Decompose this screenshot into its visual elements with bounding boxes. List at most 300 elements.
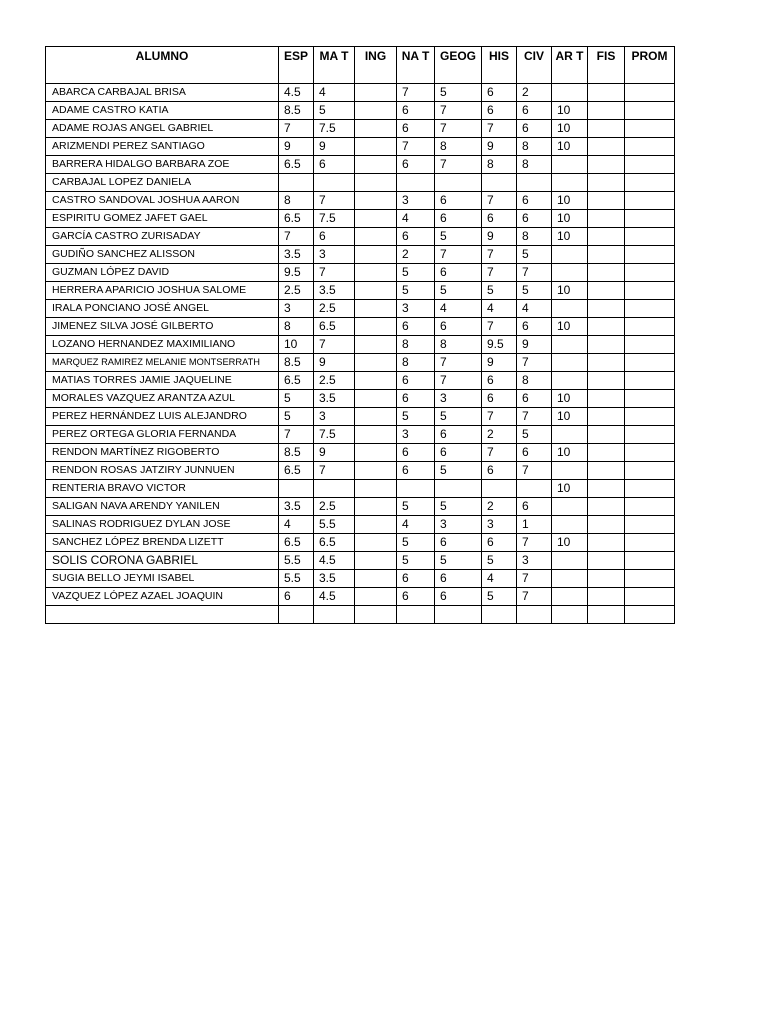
cell-ing (355, 534, 397, 552)
cell-ing (355, 462, 397, 480)
cell-art (552, 462, 588, 480)
cell-art: 10 (552, 192, 588, 210)
header-ing: ING (355, 47, 397, 84)
cell-alumno: ESPIRITU GOMEZ JAFET GAEL (46, 210, 279, 228)
cell-nat (397, 174, 435, 192)
cell-his: 7 (482, 318, 517, 336)
cell-ing (355, 282, 397, 300)
cell-geog: 6 (435, 264, 482, 282)
cell-geog: 7 (435, 102, 482, 120)
cell-geog: 3 (435, 390, 482, 408)
cell-esp: 6.5 (279, 534, 314, 552)
cell-fis (588, 462, 625, 480)
cell-alumno: ARIZMENDI PEREZ SANTIAGO (46, 138, 279, 156)
cell-nat: 6 (397, 228, 435, 246)
header-nat: NA T (397, 47, 435, 84)
cell-geog: 7 (435, 372, 482, 390)
cell-his (482, 480, 517, 498)
cell-esp: 5.5 (279, 570, 314, 588)
cell-prom (625, 102, 675, 120)
cell-prom (625, 354, 675, 372)
cell-mat: 7.5 (314, 426, 355, 444)
cell-civ: 6 (517, 498, 552, 516)
cell-prom (625, 372, 675, 390)
cell-ing (355, 552, 397, 570)
table-row (46, 426, 675, 444)
cell-art (552, 246, 588, 264)
cell-ing (355, 588, 397, 606)
cell-fis (588, 156, 625, 174)
cell-mat: 9 (314, 354, 355, 372)
cell-art (552, 498, 588, 516)
cell-esp: 9 (279, 138, 314, 156)
cell-nat: 3 (397, 192, 435, 210)
cell-civ: 6 (517, 390, 552, 408)
cell-art: 10 (552, 318, 588, 336)
cell-art: 10 (552, 120, 588, 138)
cell-geog: 4 (435, 300, 482, 318)
table-row (46, 336, 675, 354)
cell-nat: 6 (397, 102, 435, 120)
cell-alumno: SALINAS RODRIGUEZ DYLAN JOSE (46, 516, 279, 534)
cell-esp: 3.5 (279, 246, 314, 264)
cell-civ (517, 480, 552, 498)
cell-his: 9 (482, 138, 517, 156)
cell-alumno: PEREZ ORTEGA GLORIA FERNANDA (46, 426, 279, 444)
cell-nat: 5 (397, 552, 435, 570)
cell-prom (625, 498, 675, 516)
cell-nat (397, 606, 435, 624)
cell-alumno: ADAME ROJAS ANGEL GABRIEL (46, 120, 279, 138)
cell-geog: 6 (435, 534, 482, 552)
cell-his: 9.5 (482, 336, 517, 354)
cell-mat: 7 (314, 336, 355, 354)
header-row (46, 47, 675, 84)
cell-alumno: MORALES VAZQUEZ ARANTZA AZUL (46, 390, 279, 408)
cell-esp: 6.5 (279, 156, 314, 174)
cell-prom (625, 192, 675, 210)
cell-esp: 7 (279, 228, 314, 246)
cell-ing (355, 84, 397, 102)
cell-geog: 5 (435, 408, 482, 426)
cell-nat: 4 (397, 516, 435, 534)
table-row (46, 606, 675, 624)
cell-geog: 7 (435, 156, 482, 174)
cell-esp: 7 (279, 426, 314, 444)
cell-art: 10 (552, 534, 588, 552)
cell-nat: 5 (397, 282, 435, 300)
cell-fis (588, 354, 625, 372)
cell-esp: 3 (279, 300, 314, 318)
cell-alumno: SALIGAN NAVA ARENDY YANILEN (46, 498, 279, 516)
cell-fis (588, 228, 625, 246)
cell-alumno: GARCÍA CASTRO ZURISADAY (46, 228, 279, 246)
cell-esp: 2.5 (279, 282, 314, 300)
cell-prom (625, 444, 675, 462)
cell-fis (588, 606, 625, 624)
cell-civ (517, 606, 552, 624)
cell-civ: 7 (517, 534, 552, 552)
cell-fis (588, 390, 625, 408)
cell-nat: 6 (397, 318, 435, 336)
cell-geog: 6 (435, 570, 482, 588)
table-row (46, 228, 675, 246)
cell-ing (355, 300, 397, 318)
table-row (46, 156, 675, 174)
cell-mat (314, 174, 355, 192)
cell-geog: 6 (435, 588, 482, 606)
table-row (46, 444, 675, 462)
table-row (46, 84, 675, 102)
cell-his: 6 (482, 102, 517, 120)
cell-fis (588, 570, 625, 588)
cell-fis (588, 372, 625, 390)
table-row (46, 138, 675, 156)
cell-civ: 8 (517, 228, 552, 246)
header-fis: FIS (588, 47, 625, 84)
cell-mat (314, 480, 355, 498)
table-row (46, 588, 675, 606)
cell-civ: 4 (517, 300, 552, 318)
cell-art: 10 (552, 210, 588, 228)
table-row (46, 192, 675, 210)
cell-art (552, 174, 588, 192)
cell-nat: 5 (397, 264, 435, 282)
cell-civ: 3 (517, 552, 552, 570)
cell-mat: 5 (314, 102, 355, 120)
cell-mat: 3 (314, 408, 355, 426)
cell-art (552, 372, 588, 390)
cell-geog (435, 480, 482, 498)
cell-his: 7 (482, 120, 517, 138)
cell-alumno: SUGIA BELLO JEYMI ISABEL (46, 570, 279, 588)
cell-nat: 6 (397, 444, 435, 462)
table-row (46, 570, 675, 588)
cell-his: 4 (482, 570, 517, 588)
cell-art (552, 300, 588, 318)
table-row (46, 354, 675, 372)
cell-ing (355, 606, 397, 624)
cell-esp: 4 (279, 516, 314, 534)
table-row (46, 498, 675, 516)
cell-geog: 7 (435, 354, 482, 372)
cell-nat: 3 (397, 426, 435, 444)
cell-fis (588, 480, 625, 498)
header-art: AR T (552, 47, 588, 84)
cell-ing (355, 354, 397, 372)
cell-geog: 6 (435, 210, 482, 228)
cell-ing (355, 498, 397, 516)
table-row (46, 102, 675, 120)
cell-nat: 6 (397, 390, 435, 408)
cell-mat: 7 (314, 462, 355, 480)
cell-his: 7 (482, 444, 517, 462)
cell-civ: 6 (517, 120, 552, 138)
cell-art (552, 336, 588, 354)
cell-art (552, 156, 588, 174)
cell-fis (588, 264, 625, 282)
cell-fis (588, 120, 625, 138)
cell-fis (588, 246, 625, 264)
cell-prom (625, 156, 675, 174)
cell-his: 9 (482, 228, 517, 246)
cell-mat: 4 (314, 84, 355, 102)
cell-ing (355, 120, 397, 138)
cell-fis (588, 408, 625, 426)
cell-civ: 8 (517, 138, 552, 156)
cell-prom (625, 84, 675, 102)
cell-mat (314, 606, 355, 624)
cell-his: 6 (482, 84, 517, 102)
cell-art (552, 570, 588, 588)
cell-prom (625, 570, 675, 588)
cell-fis (588, 552, 625, 570)
cell-esp: 5 (279, 408, 314, 426)
table-row (46, 552, 675, 570)
cell-ing (355, 570, 397, 588)
cell-alumno: VAZQUEZ LÓPEZ AZAEL JOAQUIN (46, 588, 279, 606)
cell-civ: 7 (517, 408, 552, 426)
cell-mat: 4.5 (314, 588, 355, 606)
cell-alumno: MATIAS TORRES JAMIE JAQUELINE (46, 372, 279, 390)
cell-esp (279, 606, 314, 624)
cell-his: 6 (482, 534, 517, 552)
cell-nat: 5 (397, 498, 435, 516)
cell-his (482, 606, 517, 624)
cell-prom (625, 552, 675, 570)
cell-prom (625, 408, 675, 426)
cell-art (552, 426, 588, 444)
header-mat: MA T (314, 47, 355, 84)
cell-esp: 6.5 (279, 462, 314, 480)
table-row (46, 264, 675, 282)
cell-ing (355, 264, 397, 282)
cell-ing (355, 102, 397, 120)
cell-nat: 7 (397, 138, 435, 156)
cell-geog (435, 606, 482, 624)
cell-prom (625, 426, 675, 444)
cell-esp: 3.5 (279, 498, 314, 516)
cell-civ: 8 (517, 156, 552, 174)
cell-esp: 8 (279, 318, 314, 336)
cell-geog: 5 (435, 84, 482, 102)
cell-fis (588, 192, 625, 210)
cell-prom (625, 462, 675, 480)
cell-fis (588, 174, 625, 192)
cell-esp: 10 (279, 336, 314, 354)
cell-geog: 6 (435, 318, 482, 336)
cell-civ: 7 (517, 462, 552, 480)
cell-esp: 8.5 (279, 354, 314, 372)
cell-civ: 7 (517, 354, 552, 372)
cell-fis (588, 444, 625, 462)
cell-mat: 6 (314, 228, 355, 246)
cell-ing (355, 318, 397, 336)
cell-alumno: MARQUEZ RAMIREZ MELANIE MONTSERRATH (46, 354, 279, 372)
cell-esp: 8.5 (279, 444, 314, 462)
cell-ing (355, 426, 397, 444)
cell-geog: 7 (435, 246, 482, 264)
cell-alumno: PEREZ HERNÁNDEZ LUIS ALEJANDRO (46, 408, 279, 426)
cell-nat: 4 (397, 210, 435, 228)
cell-prom (625, 534, 675, 552)
cell-alumno: CARBAJAL LOPEZ DANIELA (46, 174, 279, 192)
cell-alumno: CASTRO SANDOVAL JOSHUA AARON (46, 192, 279, 210)
cell-fis (588, 516, 625, 534)
cell-fis (588, 84, 625, 102)
cell-ing (355, 138, 397, 156)
cell-mat: 5.5 (314, 516, 355, 534)
cell-ing (355, 174, 397, 192)
cell-art (552, 264, 588, 282)
cell-mat: 7.5 (314, 210, 355, 228)
cell-art (552, 354, 588, 372)
cell-nat: 3 (397, 300, 435, 318)
cell-geog: 5 (435, 228, 482, 246)
cell-fis (588, 102, 625, 120)
cell-his: 6 (482, 210, 517, 228)
cell-civ: 6 (517, 444, 552, 462)
cell-his: 6 (482, 462, 517, 480)
cell-esp (279, 174, 314, 192)
cell-his (482, 174, 517, 192)
cell-art: 10 (552, 282, 588, 300)
cell-prom (625, 588, 675, 606)
cell-his: 2 (482, 498, 517, 516)
cell-alumno: BARRERA HIDALGO BARBARA ZOE (46, 156, 279, 174)
cell-his: 7 (482, 192, 517, 210)
cell-geog: 6 (435, 426, 482, 444)
cell-prom (625, 516, 675, 534)
cell-ing (355, 192, 397, 210)
cell-art (552, 516, 588, 534)
cell-esp: 5 (279, 390, 314, 408)
cell-mat: 9 (314, 444, 355, 462)
cell-art: 10 (552, 138, 588, 156)
cell-alumno: RENDON ROSAS JATZIRY JUNNUEN (46, 462, 279, 480)
cell-civ: 6 (517, 210, 552, 228)
cell-mat: 3.5 (314, 390, 355, 408)
cell-prom (625, 480, 675, 498)
cell-ing (355, 246, 397, 264)
table-row (46, 120, 675, 138)
cell-ing (355, 390, 397, 408)
table-row (46, 390, 675, 408)
cell-fis (588, 210, 625, 228)
cell-mat: 7.5 (314, 120, 355, 138)
cell-civ: 5 (517, 282, 552, 300)
cell-geog: 8 (435, 138, 482, 156)
cell-mat: 7 (314, 264, 355, 282)
cell-his: 5 (482, 588, 517, 606)
cell-mat: 6 (314, 156, 355, 174)
cell-civ: 2 (517, 84, 552, 102)
cell-geog: 3 (435, 516, 482, 534)
cell-ing (355, 336, 397, 354)
cell-alumno: LOZANO HERNANDEZ MAXIMILIANO (46, 336, 279, 354)
cell-prom (625, 390, 675, 408)
cell-nat: 8 (397, 354, 435, 372)
cell-his: 5 (482, 282, 517, 300)
cell-prom (625, 246, 675, 264)
cell-mat: 7 (314, 192, 355, 210)
cell-nat: 6 (397, 372, 435, 390)
cell-prom (625, 264, 675, 282)
cell-esp: 7 (279, 120, 314, 138)
cell-fis (588, 534, 625, 552)
cell-ing (355, 444, 397, 462)
cell-esp: 5.5 (279, 552, 314, 570)
cell-prom (625, 318, 675, 336)
cell-civ: 6 (517, 192, 552, 210)
cell-esp: 8.5 (279, 102, 314, 120)
cell-nat: 6 (397, 462, 435, 480)
header-esp: ESP (279, 47, 314, 84)
cell-his: 2 (482, 426, 517, 444)
cell-ing (355, 408, 397, 426)
cell-esp: 6.5 (279, 210, 314, 228)
cell-alumno: RENDON MARTÍNEZ RIGOBERTO (46, 444, 279, 462)
cell-geog: 7 (435, 120, 482, 138)
header-geog: GEOG (435, 47, 482, 84)
cell-alumno: HERRERA APARICIO JOSHUA SALOME (46, 282, 279, 300)
table-row (46, 534, 675, 552)
cell-his: 7 (482, 246, 517, 264)
table-row (46, 372, 675, 390)
grades-table (45, 46, 675, 624)
cell-his: 8 (482, 156, 517, 174)
cell-civ: 6 (517, 318, 552, 336)
cell-art (552, 84, 588, 102)
cell-prom (625, 606, 675, 624)
cell-mat: 3 (314, 246, 355, 264)
table-row (46, 318, 675, 336)
cell-ing (355, 480, 397, 498)
cell-mat: 2.5 (314, 300, 355, 318)
table-row (46, 462, 675, 480)
cell-geog: 6 (435, 192, 482, 210)
cell-civ: 5 (517, 426, 552, 444)
cell-civ: 7 (517, 264, 552, 282)
cell-ing (355, 156, 397, 174)
cell-mat: 2.5 (314, 372, 355, 390)
cell-esp: 4.5 (279, 84, 314, 102)
cell-civ: 8 (517, 372, 552, 390)
cell-alumno: RENTERIA BRAVO VICTOR (46, 480, 279, 498)
cell-nat: 6 (397, 120, 435, 138)
cell-prom (625, 300, 675, 318)
cell-fis (588, 300, 625, 318)
cell-prom (625, 120, 675, 138)
cell-mat: 9 (314, 138, 355, 156)
cell-his: 6 (482, 372, 517, 390)
cell-esp: 8 (279, 192, 314, 210)
cell-art: 10 (552, 480, 588, 498)
cell-civ: 6 (517, 102, 552, 120)
cell-geog: 6 (435, 444, 482, 462)
cell-mat: 3.5 (314, 282, 355, 300)
cell-alumno: IRALA PONCIANO JOSÉ ANGEL (46, 300, 279, 318)
table-row (46, 300, 675, 318)
table-row (46, 246, 675, 264)
cell-ing (355, 210, 397, 228)
cell-art: 10 (552, 390, 588, 408)
cell-alumno: JIMENEZ SILVA JOSÉ GILBERTO (46, 318, 279, 336)
cell-esp: 9.5 (279, 264, 314, 282)
cell-esp: 6 (279, 588, 314, 606)
cell-nat: 7 (397, 84, 435, 102)
cell-alumno: ABARCA CARBAJAL BRISA (46, 84, 279, 102)
